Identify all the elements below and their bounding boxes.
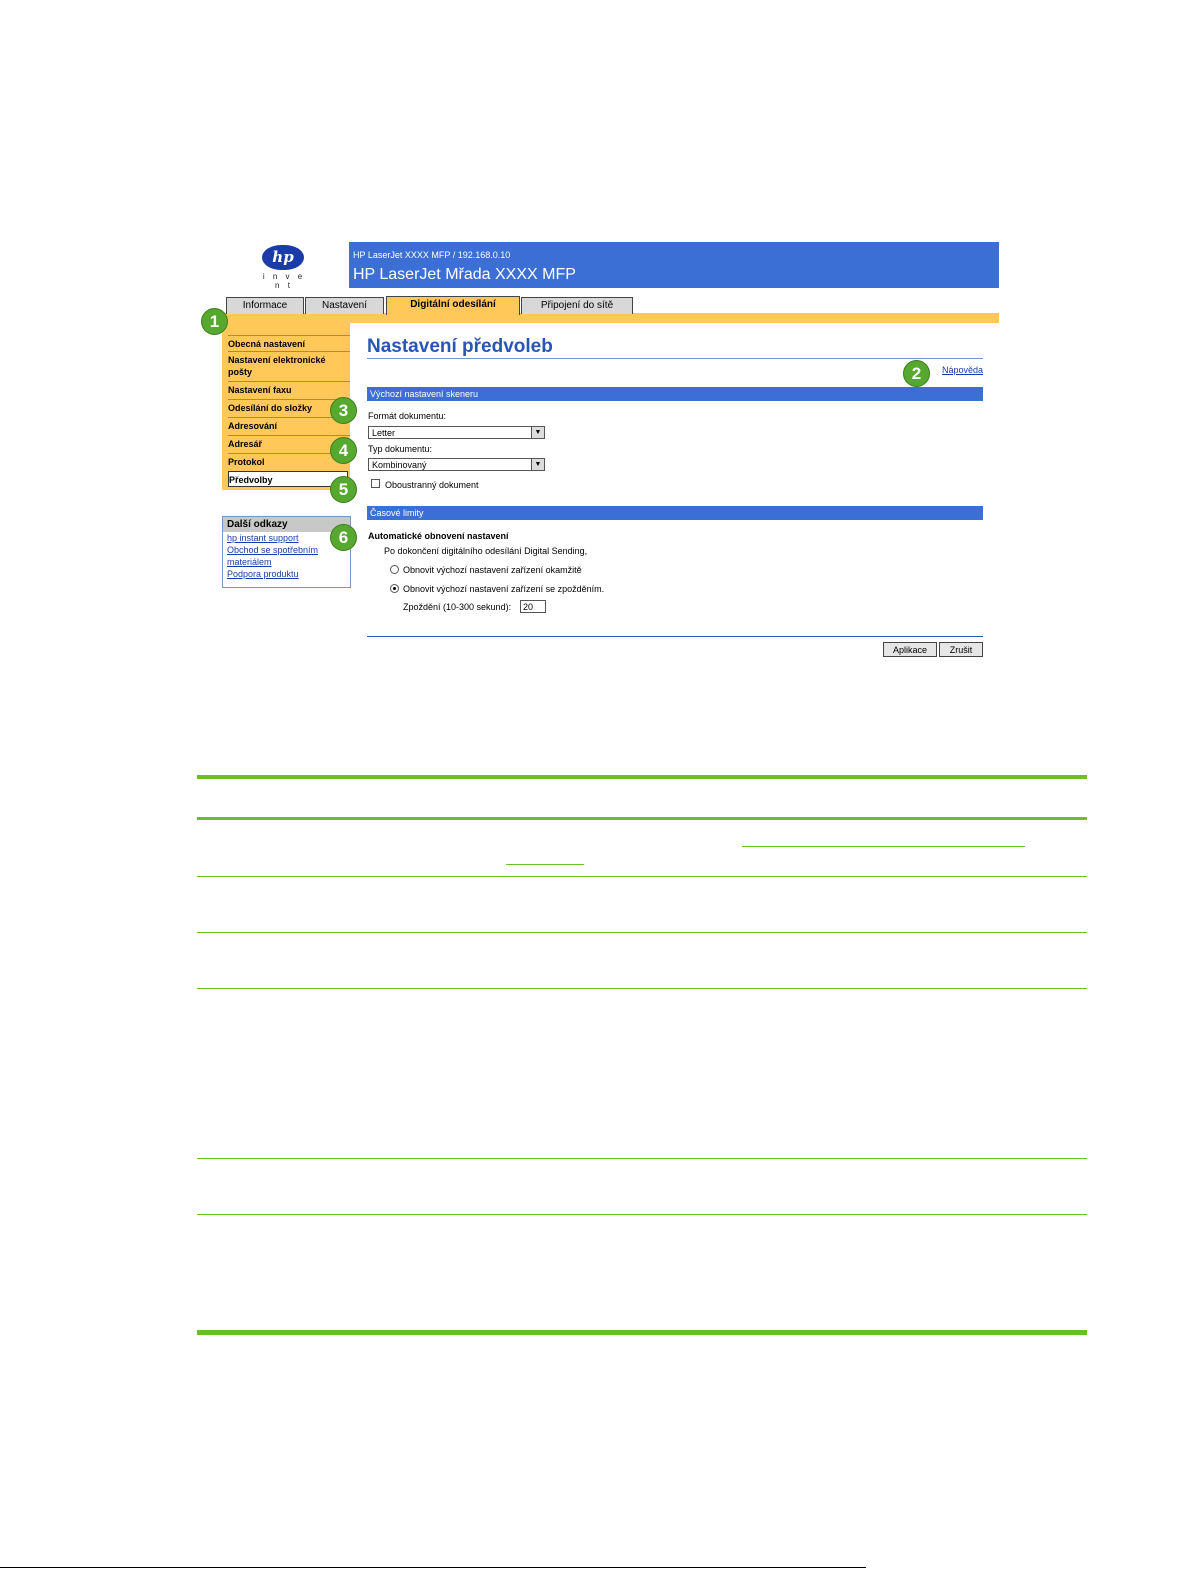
form-bottom-divider: [367, 636, 983, 637]
tab-pripojeni-do-site[interactable]: Připojení do sítě: [521, 297, 633, 314]
link-hp-instant-support[interactable]: hp instant support: [227, 533, 299, 543]
additional-links-box: [222, 516, 351, 588]
nav-item-protokol[interactable]: Protokol: [228, 453, 350, 468]
apply-button[interactable]: Aplikace: [883, 642, 937, 657]
table-row-divider: [197, 932, 1087, 933]
duplex-checkbox[interactable]: [371, 479, 380, 488]
link-podpora-produktu[interactable]: Podpora produktu: [227, 569, 299, 579]
doc-type-select[interactable]: [368, 458, 545, 471]
tab-digitalni-odesilani[interactable]: Digitální odesílání: [386, 296, 520, 315]
table-row-divider: [197, 1158, 1087, 1159]
nav-item-adresovani[interactable]: Adresování: [228, 417, 350, 432]
doc-type-value: Kombinovaný: [372, 460, 427, 470]
link-obchod-spotrebni[interactable]: Obchod se spotřebním: [227, 545, 319, 555]
callout-3: 3: [330, 397, 357, 424]
nav-item-odesilani-do-slozky[interactable]: Odesílání do složky: [228, 399, 350, 414]
after-send-text: Po dokončení digitálního odesílání Digital Sending,: [384, 546, 588, 556]
tab-strip: [222, 313, 999, 323]
device-header: [349, 242, 999, 288]
hp-invent-text: i n v e n t: [262, 272, 306, 290]
footer-rule: [0, 1567, 866, 1568]
page-title: Nastavení předvoleb: [367, 336, 553, 357]
hp-logo-text: hp: [272, 248, 294, 266]
callout-5: 5: [330, 476, 357, 503]
title-divider: [367, 358, 983, 359]
nav-item-obecna-nastaveni[interactable]: Obecná nastavení: [228, 335, 350, 350]
table-bottom-rule: [197, 1330, 1087, 1335]
table-top-rule: [197, 775, 1087, 779]
delay-label: Zpoždění (10-300 sekund):: [403, 602, 512, 612]
table-row-divider: [197, 988, 1087, 989]
product-name: HP LaserJet Mřada XXXX MFP: [353, 266, 576, 283]
table-row-divider: [197, 1214, 1087, 1215]
cancel-button[interactable]: Zrušit: [939, 642, 983, 657]
reset-immediate-radio[interactable]: [390, 565, 399, 574]
hp-logo: [262, 245, 304, 270]
callout-2: 2: [903, 360, 930, 387]
tab-informace[interactable]: Informace: [226, 297, 304, 314]
table-row-divider: [197, 876, 1087, 877]
table-header-rule: [197, 817, 1087, 820]
doc-format-value: Letter: [372, 428, 396, 438]
nav-item-adresar[interactable]: Adresář: [228, 435, 350, 450]
additional-links-title: Další odkazy: [223, 517, 350, 532]
callout-1: 1: [201, 308, 228, 335]
chevron-down-icon: ▼: [531, 459, 544, 470]
reset-delay-radio[interactable]: [390, 584, 399, 593]
callout-6: 6: [330, 524, 357, 551]
tab-nastaveni[interactable]: Nastavení: [305, 297, 384, 314]
nav-item-nastaveni-faxu[interactable]: Nastavení faxu: [228, 381, 350, 396]
content-corner: [350, 323, 999, 335]
chevron-down-icon: ▼: [531, 427, 544, 438]
table-link-underline-2: [506, 864, 584, 865]
table-link-underline-1: [742, 846, 1025, 847]
callout-4: 4: [330, 437, 357, 464]
nav-item-nastaveni-posty[interactable]: Nastavení elektronické pošty: [228, 351, 350, 380]
duplex-label: Oboustranný dokument: [385, 480, 479, 490]
device-address: HP LaserJet XXXX MFP / 192.168.0.10: [353, 250, 511, 260]
scanner-section-header: Výchozí nastavení skeneru: [367, 387, 983, 401]
link-obchod-material[interactable]: materiálem: [227, 557, 272, 567]
doc-type-label: Typ dokumentu:: [368, 444, 433, 454]
timeout-section-header: Časové limity: [367, 506, 983, 520]
auto-reset-label: Automatické obnovení nastavení: [368, 531, 509, 541]
doc-format-label: Formát dokumentu:: [368, 411, 447, 421]
doc-format-select[interactable]: [368, 426, 545, 439]
help-link[interactable]: Nápověda: [942, 365, 984, 375]
reset-immediate-label: Obnovit výchozí nastavení zařízení okamžitě: [403, 565, 582, 575]
delay-input[interactable]: 20: [520, 600, 546, 613]
nav-item-predvolby[interactable]: Předvolby: [228, 471, 348, 487]
reset-delay-label: Obnovit výchozí nastavení zařízení se zpožděním.: [403, 584, 605, 594]
